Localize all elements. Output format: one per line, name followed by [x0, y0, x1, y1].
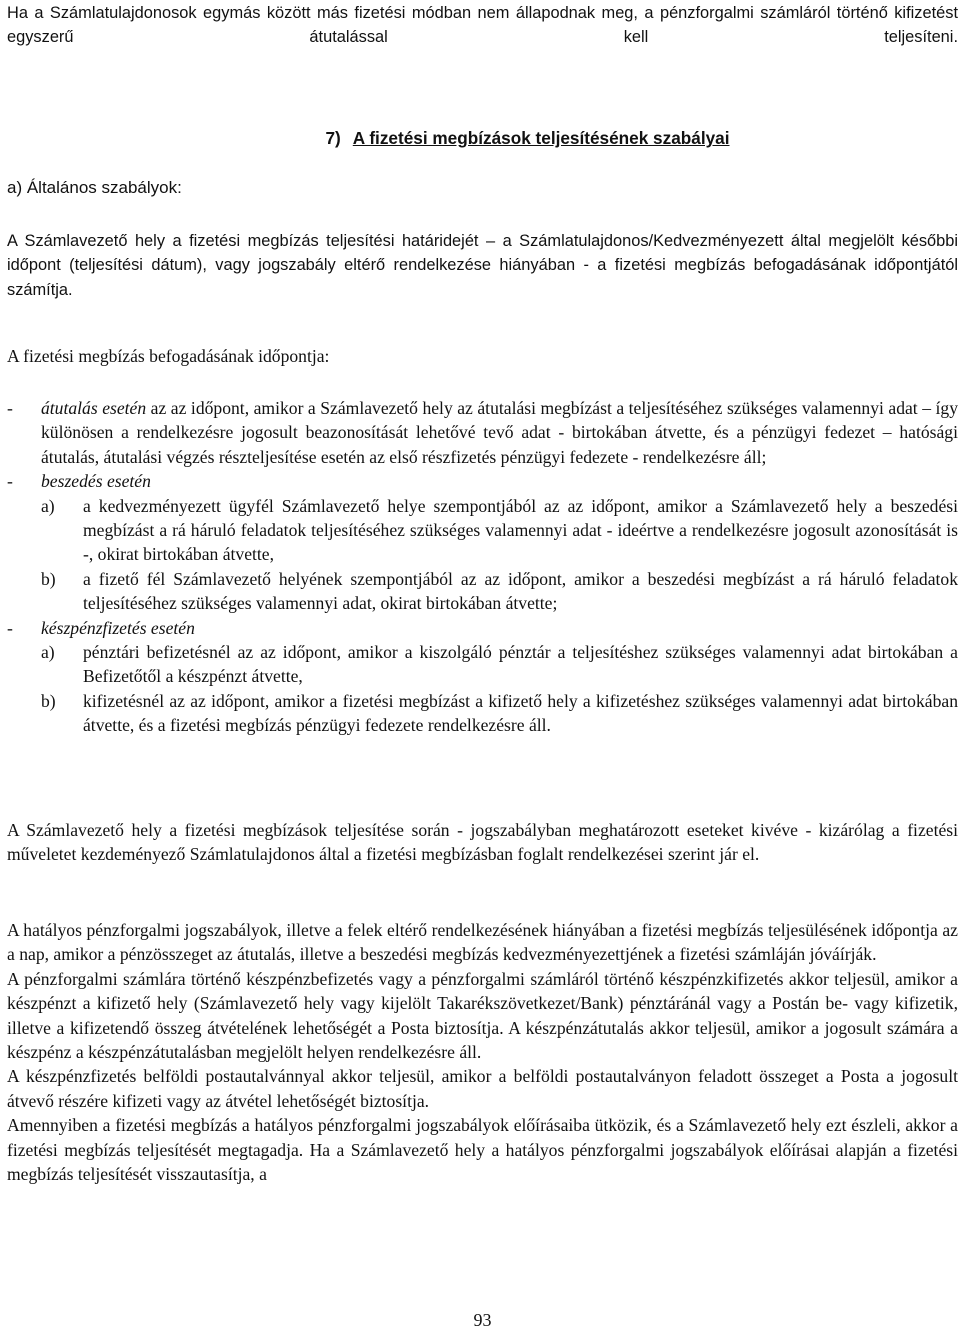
case-cash-title: készpénzfizetés esetén [41, 617, 195, 638]
bullet-dash: - [7, 398, 13, 418]
cases-list [7, 396, 958, 738]
item-text: a kedvezményezett ügyfél Számlavezető helye szempontjából az az időpont, amikor a Számlavezető hely a beszedési megbízást a rá háruló feladatok teljesítéséhez szükséges valamennyi adat - ideértve a rendelkezésre jogosult azonosítását is -, okirat birtokában átvette, [83, 495, 958, 565]
item-text: kifizetésnél az az időpont, amikor a fizetési megbízást a kifizető hely a kifizetéshez szükséges valamennyi adat birtokában átvette, és a fizetési megbízás pénzügyi fedezete rendelkezésre áll. [83, 690, 958, 736]
case-transfer-title: átutalás esetén [41, 398, 147, 418]
paragraph-refusal: Amennyiben a fizetési megbízás a hatályos pénzforgalmi jogszabályok előírásaiba ütközik, és a Számlavezető hely ezt észleli, akkor a fizetési megbízás teljesítését megtagadja. Ha a Számlavezető hely a hatályos pénzforgalmi jogszabályok előírásai alapján a fizetési megbízás teljesítését visszautasítja, a [7, 1115, 958, 1185]
bullet-dash: - [7, 471, 13, 492]
section-title: A fizetési megbízások teljesítésének szabályai [352, 128, 730, 148]
item-text: a fizető fél Számlavezető helyének szempontjából az az időpont, amikor a beszedési megbízást a rá háruló feladatok teljesítéséhez szükséges valamennyi adat, okirat birtokában átvette; [83, 568, 958, 614]
case-transfer [7, 396, 958, 469]
case-collection [7, 469, 958, 493]
paragraph-postal: A készpénzfizetés belföldi postautalvánnyal akkor teljesül, amikor a belföldi postautalványon feladott összeget a Posta a jogosult átvevő részére kifizeti vagy az átvétel lehetőségét biztosítja. [7, 1066, 958, 1111]
case-collection-item-a [7, 494, 958, 567]
item-text: pénztári befizetésnél az az időpont, amikor a kiszolgáló pénztár a teljesítéshez szükséges valamennyi adat birtokában a Befizetőtől a készpénzt átvette, [83, 642, 958, 687]
item-letter: b) [41, 690, 56, 711]
subsection-title: a) Általános szabályok: [7, 178, 182, 197]
acceptance-intro: A fizetési megbízás befogadásának időpontja: [7, 346, 330, 366]
case-cash [7, 616, 958, 640]
intro-paragraph: Ha a Számlatulajdonosok egymás között más fizetési módban nem állapodnak meg, a pénzforgalmi számláról történő kifizetést egyszerű átutalással kell teljesíteni. [7, 4, 958, 47]
case-cash-item-a [7, 640, 958, 689]
section-heading [7, 128, 958, 149]
paragraph-cash: A pénzforgalmi számlára történő készpénzbefizetés vagy a pénzforgalmi számláról történő készpénzkifizetés akkor teljesül, amikor a készpénzt a kifizető hely (Számlavezető hely vagy kijelölt Takarékszövetkezet/Bank) pénztáránál vagy a Postán be- vagy kifizetik, illetve a kifizetendő összeg átvételének lehetőségét a Posta biztosítja. A készpénzátutalás akkor teljesül, amikor a jogosult számára a készpénz a készpénzátutalásban megjelölt helyen rendelkezésre áll. [7, 968, 958, 1063]
paragraph-execution: A Számlavezető hely a fizetési megbízások teljesítése során - jogszabályban meghatározott eseteket kivéve - kizárólag a fizetési műveletet kezdeményező Számlatulajdonos által a fizetési megbízásban foglalt rendelkezései szerint jár el. [7, 820, 958, 865]
paragraph-completion: A hatályos pénzforgalmi jogszabályok, illetve a felek eltérő rendelkezésének hiányában a fizetési megbízás teljesülésének időpontja az a nap, amikor a pénzösszeget az átutalás, illetve a beszedési megbízás kedvezményezettjének a fizetési számláján jóváírják. [7, 920, 958, 965]
case-collection-item-b [7, 567, 958, 616]
case-transfer-text: az az időpont, amikor a Számlavezető hely az átutalási megbízást a teljesítéséhez szükséges valamennyi adat ‒ így különösen a rendelkezésre jogosult beazonosítását lehetővé tevő adat - birtokában átvette, és a pénzügyi fedezet ‒ hatósági átutalás, átutalási végzés részteljesítése esetén az első részfizetés pénzügyi fedezete - rendelkezésre áll; [41, 398, 958, 467]
paragraph-deadline: A Számlavezető hely a fizetési megbízás teljesítési határidejét ‒ a Számlatulajdonos/Kedvezményezett által megjelölt későbbi időpont (teljesítési dátum), vagy jogszabály eltérő rendelkezése hiányában - a fizetési megbízás befogadásának időpontjától számítja. [7, 232, 958, 299]
bullet-dash: - [7, 617, 13, 638]
item-letter: b) [41, 568, 56, 589]
item-letter: a) [41, 642, 55, 663]
case-transfer-body [41, 396, 958, 469]
case-collection-title: beszedés esetén [41, 471, 151, 492]
page-number: 93 [473, 1310, 492, 1330]
case-cash-item-b [7, 689, 958, 738]
section-number: 7) [325, 128, 341, 148]
item-letter: a) [41, 495, 55, 516]
final-paragraphs [7, 918, 958, 1186]
document-page [7, 0, 958, 1332]
